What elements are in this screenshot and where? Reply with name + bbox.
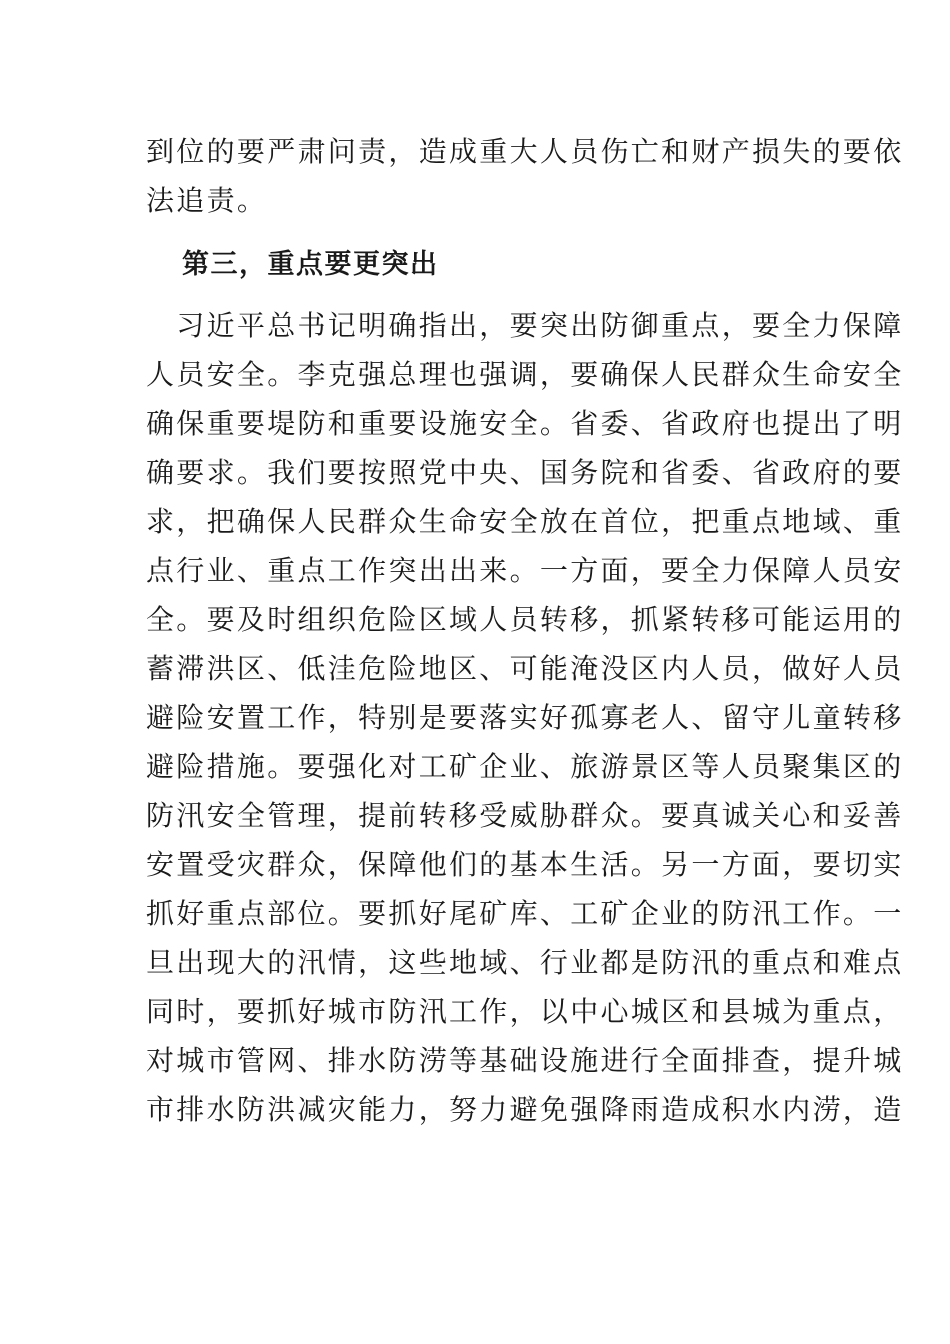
text-line: 到位的要严肃问责，造成重大人员伤亡和财产损失的要依 (146, 135, 904, 168)
text-line: 对城市管网、排水防涝等基础设施进行全面排查，提升城 (146, 1044, 904, 1077)
text-line: 确要求。我们要按照党中央、国务院和省委、省政府的要 (146, 456, 904, 489)
text-line: 安置受灾群众，保障他们的基本生活。另一方面，要切实 (146, 848, 904, 881)
text-line: 旦出现大的汛情，这些地域、行业都是防汛的重点和难点 (146, 946, 904, 979)
text-line: 习近平总书记明确指出，要突出防御重点，要全力保障 (146, 309, 904, 342)
text-line: 避险措施。要强化对工矿企业、旅游景区等人员聚集区的 (146, 750, 904, 783)
text-line: 点行业、重点工作突出出来。一方面，要全力保障人员安 (146, 554, 904, 587)
text-line: 同时，要抓好城市防汛工作，以中心城区和县城为重点， (146, 995, 904, 1028)
text-line: 全。要及时组织危险区域人员转移，抓紧转移可能运用的 (146, 603, 904, 636)
text-line: 蓄滞洪区、低洼危险地区、可能淹没区内人员，做好人员 (146, 652, 904, 685)
section-heading: 第三，重点要更突出 (182, 249, 439, 280)
text-line: 法追责。 (146, 184, 268, 217)
text-line: 求，把确保人民群众生命安全放在首位，把重点地域、重 (146, 505, 904, 538)
text-line: 防汛安全管理，提前转移受威胁群众。要真诚关心和妥善 (146, 799, 904, 832)
text-line: 抓好重点部位。要抓好尾矿库、工矿企业的防汛工作。一 (146, 897, 904, 930)
text-line: 确保重要堤防和重要设施安全。省委、省政府也提出了明 (146, 407, 904, 440)
text-line: 人员安全。李克强总理也强调，要确保人民群众生命安全 (146, 358, 904, 391)
text-line: 市排水防洪减灾能力，努力避免强降雨造成积水内涝，造 (146, 1093, 904, 1126)
text-line: 避险安置工作，特别是要落实好孤寡老人、留守儿童转移 (146, 701, 904, 734)
